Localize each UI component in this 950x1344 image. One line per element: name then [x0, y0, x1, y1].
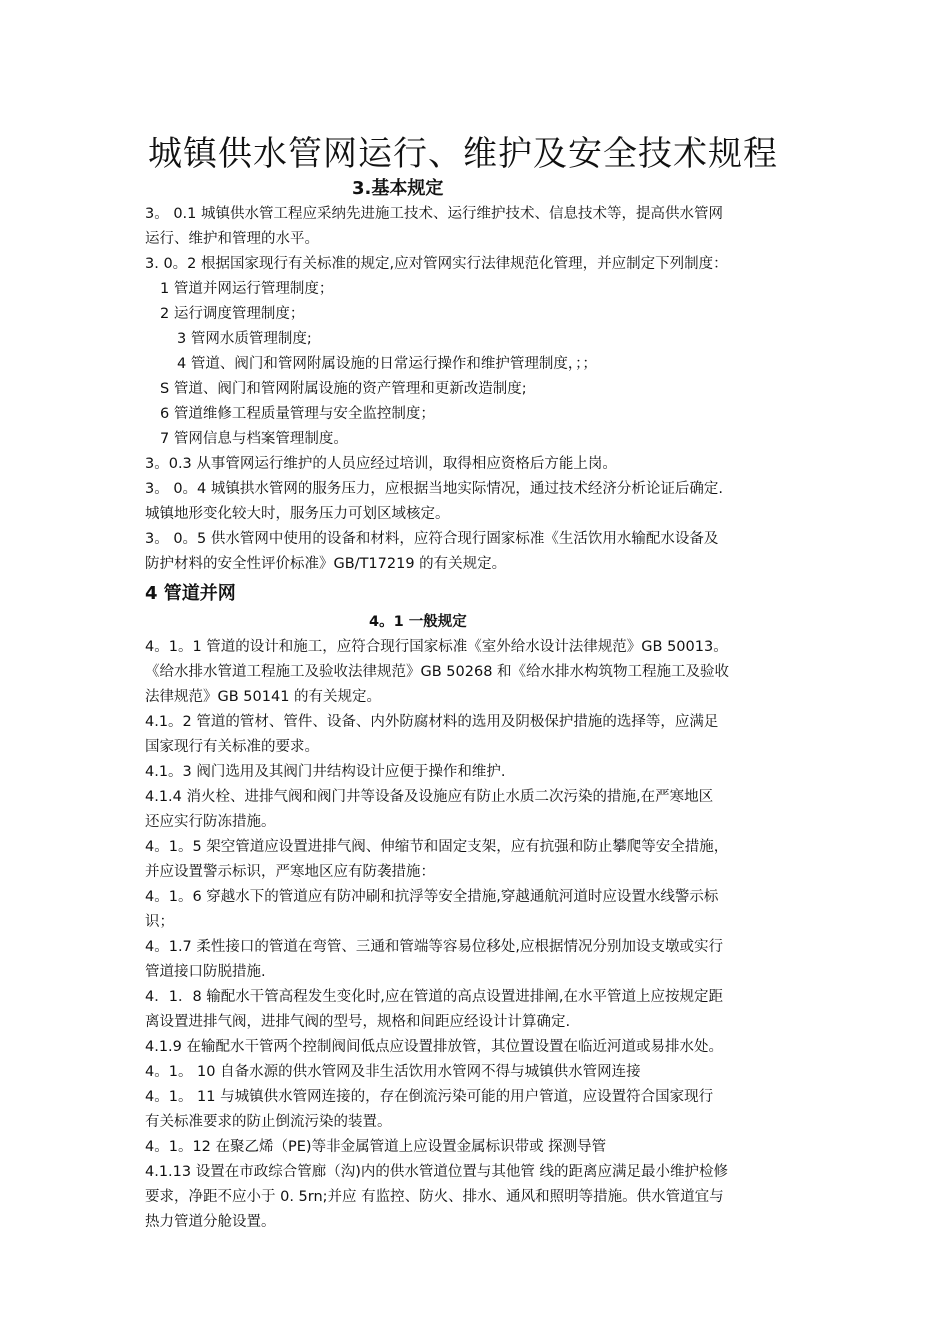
paragraph-line: 4。1。 11 与城镇供水管网连接的，存在倒流污染可能的用户管道，应设置符合国家现行 [145, 1089, 714, 1105]
paragraph-line: 4。1。1 管道的设计和施工，应符合现行国家标准《室外给水设计法律规范》GB 50013。 [145, 639, 728, 655]
paragraph-line: 4。1.7 柔性接口的管道在弯管、三通和管端等容易位移处,应根据情况分别加设支墩或实行 [145, 939, 723, 955]
paragraph-line: 4。1。 10 自备水源的供水管网及非生活饮用水管网不得与城镇供水管网连接 [145, 1064, 641, 1080]
paragraph-line: 3。0.3 从事管网运行维护的人员应经过培训，取得相应资格后方能上岗。 [145, 456, 617, 472]
paragraph-line: 4.1.9 在输配水干管两个控制阀间低点应设置排放管，其位置设置在临近河道或易排水处。 [145, 1039, 723, 1055]
list-item: 2 运行调度管理制度； [160, 306, 305, 322]
section-4-heading: 4 管道并网 [145, 583, 236, 604]
paragraph-line: 城镇地形变化较大时，服务压力可划区域核定。 [145, 506, 450, 522]
list-item: 6 管道维修工程质量管理与安全监控制度； [160, 406, 435, 422]
document-title: 城镇供水管网运行、维护及安全技术规程 [148, 134, 778, 174]
paragraph-line: 3。 0。4 城镇拱水管网的服务压力，应根据当地实际情况，通过技术经济分析论证后确定. [145, 481, 723, 497]
paragraph-line: 要求，净距不应小于 0. 5rn;并应 有监控、防火、排水、通风和照明等措施。供水管道宜与 [145, 1189, 724, 1205]
paragraph-line: 识； [145, 914, 174, 930]
paragraph-line: 4。1。6 穿越水下的管道应有防冲刷和抗浮等安全措施,穿越通航河道时应设置水线警示标 [145, 889, 719, 905]
document-body [145, 202, 810, 1235]
paragraph-line: 运行、维护和管理的水平。 [145, 231, 319, 247]
paragraph-line: 法律规范》GB 50141 的有关规定。 [145, 689, 382, 705]
paragraph-line: 4.1。2 管道的管材、管件、设备、内外防腐材料的选用及阴极保护措施的选择等，应满足 [145, 714, 719, 730]
paragraph-line: 并应设置警示标识，严寒地区应有防袭措施： [145, 864, 435, 880]
paragraph-line: 4。1。12 在聚乙烯（PE)等非金属管道上应设置金属标识带或 探测导管 [145, 1139, 607, 1155]
paragraph-line: 离设置进排气阀，进排气阀的型号，规格和间距应经设计计算确定. [145, 1014, 571, 1030]
paragraph-line: 3。 0.1 城镇供水管工程应采纳先进施工技术、运行维护技术、信息技术等，提高供水管网 [145, 206, 723, 222]
paragraph-line: 4.1。3 阀门选用及其阀门井结构设计应便于操作和维护. [145, 764, 506, 780]
list-item: 3 管网水质管理制度; [177, 331, 312, 347]
paragraph-line: 4．1．8 输配水干管高程发生变化时,应在管道的高点设置进排阐,在水平管道上应按规定距 [145, 989, 723, 1005]
paragraph-line: 还应实行防冻措施。 [145, 814, 276, 830]
section-3-heading: 3.基本规定 [352, 178, 444, 199]
paragraph-line: 国家现行有关标准的要求。 [145, 739, 319, 755]
list-item: S 管道、阀门和管网附属设施的资产管理和更新改造制度; [160, 381, 527, 397]
paragraph-line: 4.1.4 消火栓、进排气阀和阀门井等设备及设施应有防止水质二次污染的措施,在严寒地区 [145, 789, 714, 805]
paragraph-line: 4。1。5 架空管道应设置进排气阀、伸缩节和固定支架，应有抗强和防止攀爬等安全措施， [145, 839, 729, 855]
paragraph-line: 防护材料的安全性评价标准》GB/T17219 的有关规定。 [145, 556, 507, 572]
paragraph-line: 4.1.13 设置在市政综合管廊（沟)内的供水管道位置与其他管 线的距离应满足最小维护检修 [145, 1164, 728, 1180]
paragraph-line: 3. 0。2 根据国家现行有关标准的规定,应对管网实行法律规范化管理，并应制定下列制度： [145, 256, 728, 272]
paragraph-line: 热力管道分舱设置。 [145, 1214, 276, 1230]
paragraph-line: 有关标准要求的防止倒流污染的装置。 [145, 1114, 392, 1130]
list-item: 1 管道并网运行管理制度； [160, 281, 334, 297]
paragraph-line: 管道接口防脱措施. [145, 964, 266, 980]
section-4-1-heading: 4。1 一般规定 [369, 614, 467, 630]
paragraph-line: 《给水排水管道工程施工及验收法律规范》GB 50268 和《给水排水构筑物工程施工及验收 [145, 664, 730, 680]
list-item: 4 管道、阀门和管网附属设施的日常运行操作和维护管理制度，；； [177, 356, 597, 372]
list-item: 7 管网信息与档案管理制度。 [160, 431, 348, 447]
paragraph-line: 3。 0。5 供水管网中使用的设备和材料，应符合现行圄家标准《生活饮用水输配水设备及 [145, 531, 719, 547]
